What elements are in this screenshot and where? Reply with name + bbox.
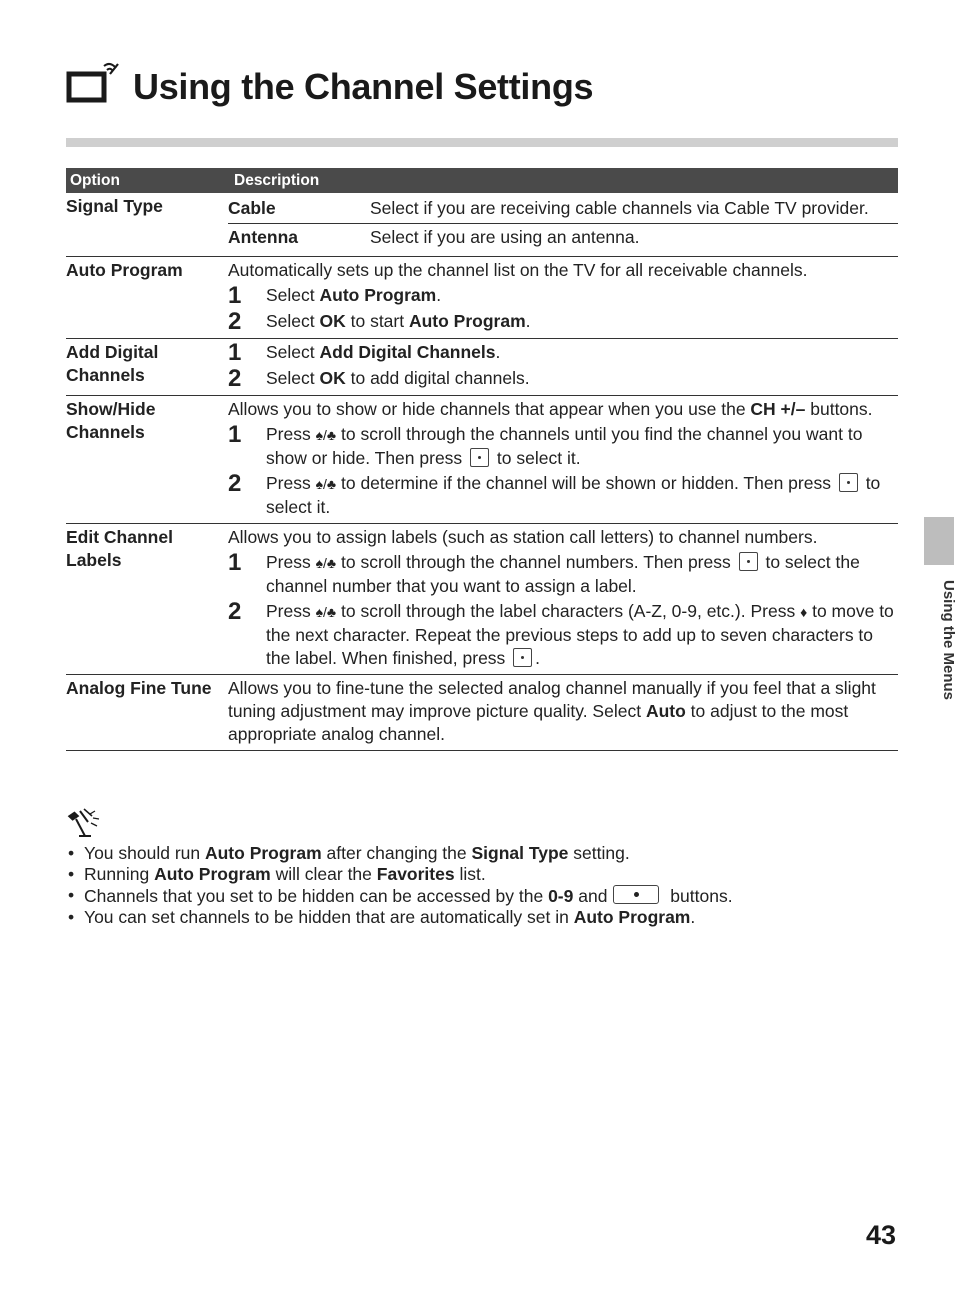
text-span: . <box>436 285 442 305</box>
sub-row-antenna <box>228 224 898 252</box>
text-span: Allows you to fine-tune the selected analog channel manually if you feel that a slight tuning adjustment may improve picture quality. Select <box>228 678 876 721</box>
text-span: Press <box>266 424 316 444</box>
bold-span: OK <box>319 311 346 331</box>
row-fine-tune <box>66 675 898 751</box>
text-span: to start <box>345 311 409 331</box>
step-item <box>228 284 898 308</box>
option-auto-program: Auto Program <box>66 257 228 339</box>
text-span: to select the channel number that you want to assign a label. <box>266 552 860 596</box>
row-auto-program <box>66 257 898 339</box>
up-down-arrow-icon: ♠/♣ <box>315 427 337 443</box>
enter-key-icon <box>839 473 858 492</box>
text-span: . <box>535 648 541 668</box>
text-span: Press <box>266 552 316 572</box>
text-span: Press <box>266 473 316 493</box>
bold-span: Signal Type <box>471 843 569 863</box>
notes-list <box>66 843 898 928</box>
side-section-label: Using the Menus <box>940 580 957 701</box>
bold-span: CH +/– <box>750 399 806 419</box>
show-hide-intro <box>228 398 898 421</box>
enter-dot-button-icon <box>613 885 659 904</box>
bold-span: Favorites <box>376 864 455 884</box>
bold-span: Auto Program <box>154 864 271 884</box>
step-number: 1 <box>228 549 242 576</box>
text-span: . <box>495 342 501 362</box>
row-add-digital <box>66 339 898 396</box>
sub-name-antenna: Antenna <box>228 227 298 247</box>
sub-desc-cable: Select if you are receiving cable channels via Cable TV provider. <box>370 198 869 218</box>
up-down-arrow-icon: ♠/♣ <box>315 604 337 620</box>
step-number: 2 <box>228 308 242 335</box>
sub-row-cable <box>228 195 898 224</box>
page-number: 43 <box>866 1220 897 1250</box>
step-item <box>228 423 898 470</box>
text-span: buttons. <box>805 399 873 419</box>
text-span: list. <box>454 864 486 884</box>
text-span: to determine if the channel will be shown or hidden. Then press <box>336 473 836 493</box>
row-show-hide <box>66 396 898 524</box>
bold-span: Auto Program <box>573 907 691 927</box>
step-text <box>266 341 898 365</box>
text-span: Select <box>266 285 320 305</box>
step-item <box>228 367 898 391</box>
text-span: You can set channels to be hidden that are automatically set in <box>84 907 574 927</box>
desc-auto-program <box>228 257 898 339</box>
step-number: 2 <box>228 598 242 625</box>
text-span: . <box>690 907 696 927</box>
text-span: will clear the <box>270 864 377 884</box>
text-span: Allows you to show or hide channels that appear when you use the <box>228 399 751 419</box>
bold-span: Auto Program <box>408 311 526 331</box>
text-span: to scroll through the label characters (A-Z, 0-9, etc.). Press <box>336 601 801 621</box>
desc-fine-tune <box>228 675 898 751</box>
step-number: 2 <box>228 365 242 392</box>
text-span: buttons. <box>665 886 733 906</box>
text-span: to adjust to the most appropriate analog channel. <box>228 701 849 744</box>
page-title: Using the Channel Settings <box>133 66 594 107</box>
bold-span: Add Digital Channels <box>319 342 496 362</box>
option-edit-labels: Edit Channel Labels <box>66 524 228 675</box>
enter-key-icon <box>470 448 489 467</box>
text-span: to scroll through the channel numbers. Then press <box>336 552 736 572</box>
list-item <box>66 864 898 885</box>
up-down-arrow-icon: ♠/♣ <box>315 555 337 571</box>
text-span: to scroll through the channels until you find the channel you want to show or hide. Then press <box>266 424 863 468</box>
list-item <box>66 885 898 907</box>
side-tab <box>924 517 954 565</box>
text-span: Select <box>266 342 320 362</box>
text-span: after changing the <box>321 843 472 863</box>
enter-key-icon <box>513 648 532 667</box>
step-item <box>228 472 898 519</box>
bold-span: Auto Program <box>319 285 437 305</box>
step-item <box>228 600 898 670</box>
text-span: to move to the next character. Repeat the previous steps to add up to seven characters to the label. When finished, press <box>266 601 894 668</box>
option-fine-tune: Analog Fine Tune <box>66 675 228 751</box>
option-signal-type: Signal Type <box>66 193 228 257</box>
step-number: 1 <box>228 339 242 366</box>
right-arrow-icon: ♦ <box>800 604 808 620</box>
step-text <box>266 310 898 334</box>
table-header-row <box>66 168 898 193</box>
signal-type-subtable <box>228 193 898 257</box>
desc-edit-labels <box>228 524 898 675</box>
option-show-hide: Show/Hide Channels <box>66 396 228 524</box>
text-span: to add digital channels. <box>345 368 530 388</box>
text-span: Running <box>84 864 155 884</box>
step-text <box>266 284 898 308</box>
step-text <box>266 423 898 470</box>
text-span: setting. <box>568 843 630 863</box>
step-text <box>266 367 898 391</box>
step-number: 1 <box>228 421 242 448</box>
text-span: . <box>525 311 531 331</box>
step-text <box>266 472 898 519</box>
text-span: to select it. <box>266 473 881 517</box>
option-add-digital: Add Digital Channels <box>66 339 228 396</box>
bold-span: Auto Program <box>204 843 322 863</box>
tip-lamp-icon <box>66 806 104 840</box>
list-item <box>66 907 898 928</box>
text-span: and <box>573 886 608 906</box>
row-edit-labels <box>66 524 898 675</box>
title-rule <box>66 138 898 147</box>
text-span: Channels that you set to be hidden can be accessed by the <box>84 886 549 906</box>
step-text <box>266 551 898 598</box>
text-span: Select <box>266 311 320 331</box>
header-option: Option <box>66 168 228 193</box>
desc-add-digital <box>228 339 898 396</box>
up-down-arrow-icon: ♠/♣ <box>315 476 337 492</box>
step-text <box>266 600 898 670</box>
step-number: 2 <box>228 470 242 497</box>
tv-icon <box>66 62 122 106</box>
row-signal-type <box>66 193 898 257</box>
sub-name-cable: Cable <box>228 198 276 218</box>
text-span: You should run <box>84 843 205 863</box>
step-item <box>228 341 898 365</box>
bold-span: 0-9 <box>548 886 574 906</box>
desc-show-hide <box>228 396 898 524</box>
text-span: Press <box>266 601 316 621</box>
bold-span: OK <box>319 368 346 388</box>
sub-desc-antenna: Select if you are using an antenna. <box>370 227 640 247</box>
edit-labels-intro: Allows you to assign labels (such as station call letters) to channel numbers. <box>228 527 818 547</box>
step-item <box>228 551 898 598</box>
options-table <box>66 168 898 751</box>
text-span: to select it. <box>492 448 581 468</box>
auto-program-intro: Automatically sets up the channel list on the TV for all receivable channels. <box>228 260 808 280</box>
text-span: Select <box>266 368 320 388</box>
list-item <box>66 843 898 864</box>
bold-span: Auto <box>645 701 686 721</box>
step-item <box>228 310 898 334</box>
header-description: Description <box>228 168 898 193</box>
enter-key-icon <box>739 552 758 571</box>
step-number: 1 <box>228 282 242 309</box>
